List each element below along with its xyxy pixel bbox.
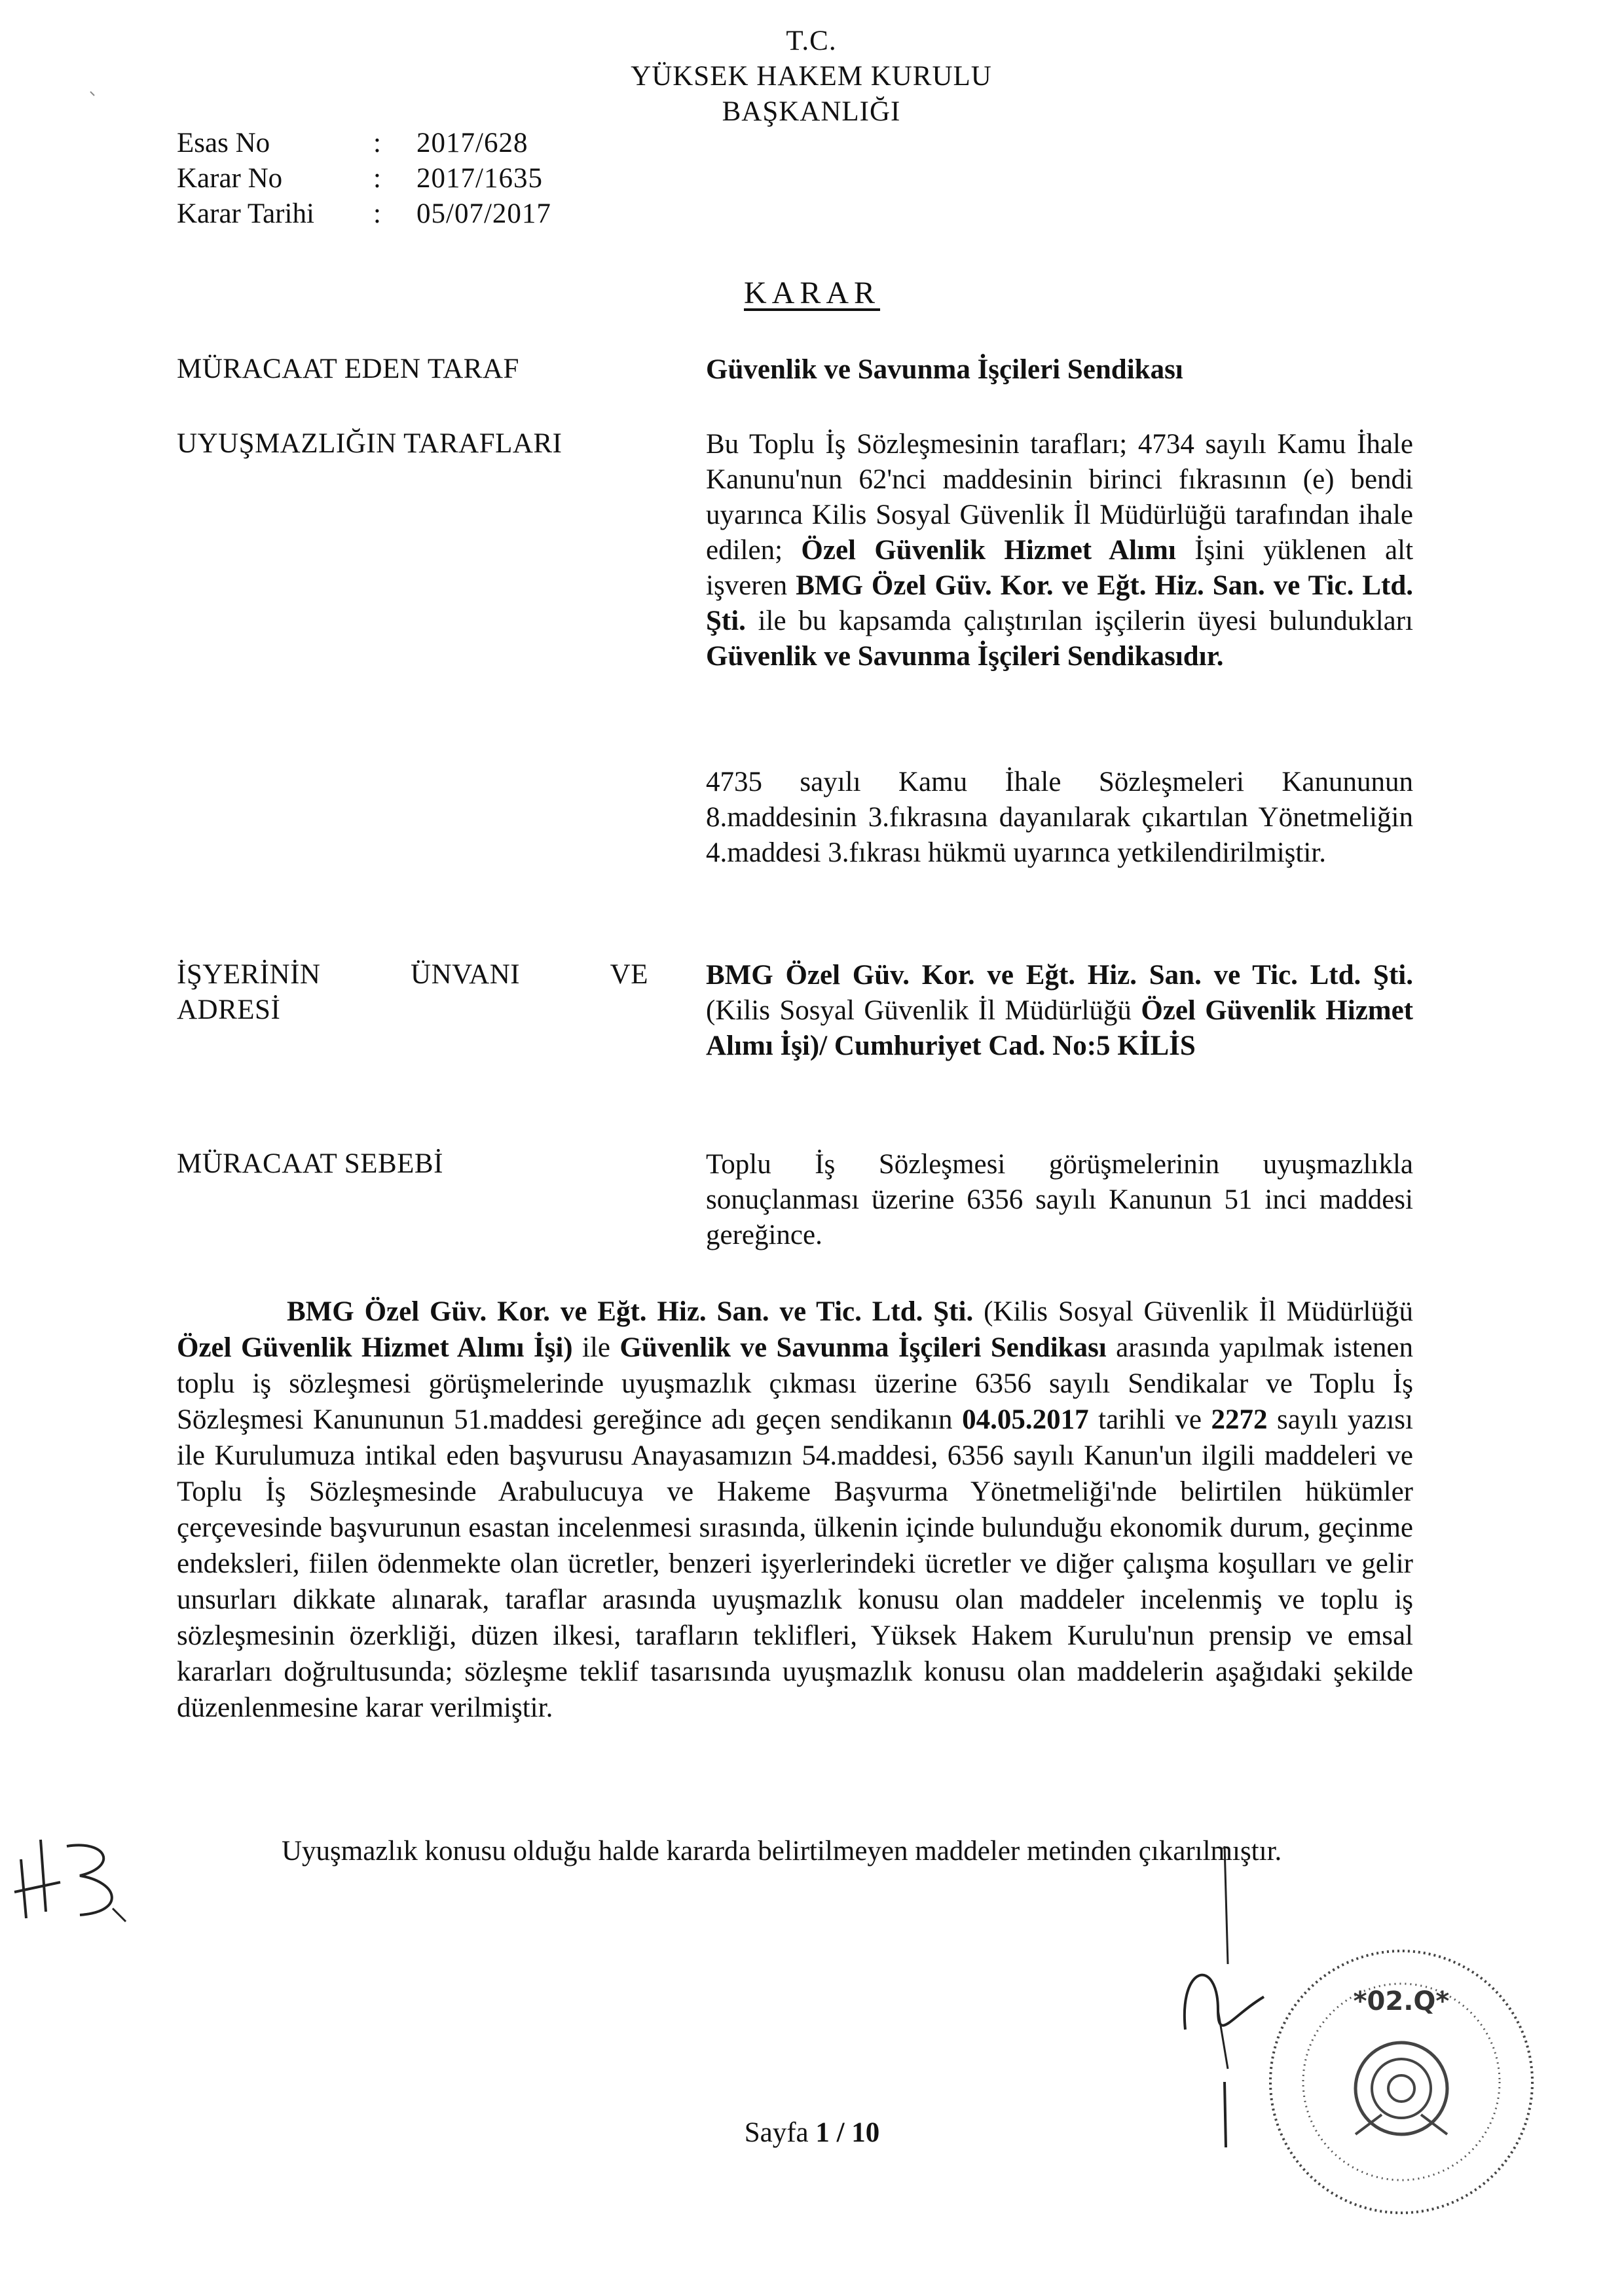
- karar-row: [177, 161, 551, 196]
- page-current: 1: [815, 2117, 830, 2148]
- page-footer: [0, 2117, 1624, 2149]
- case-meta: [177, 126, 551, 232]
- tarih-row: [177, 196, 551, 232]
- parties-label: UYUŞMAZLIĞIN TARAFLARI: [177, 428, 563, 459]
- workplace-label-word-2: ÜNVANI: [411, 959, 521, 990]
- workplace-label-line-2: ADRESİ: [177, 994, 281, 1025]
- karar-value: 2017/1635: [416, 163, 543, 194]
- decision-bold-company: BMG Özel Güv. Kor. ve Eğt. Hiz. San. ve Tic. Ltd. Şti.: [287, 1296, 974, 1327]
- parties-text-a: Bu Toplu İş Sözleşmesinin tarafları; 4734 sayılı Kamu İhale Kanunu'nun 62'nci maddesinin birinci fıkrasının (e) bendi uyarınca Kilis Sosyal Güvenlik İl Müdürlüğü tarafından ihale edilen;: [706, 429, 1413, 566]
- parties-text-c: İşini yüklenen alt işveren: [706, 535, 1414, 601]
- workplace-label: [177, 958, 648, 992]
- decision-text-5: sayılı yazısı ile Kurulumuza intikal eden başvurusu Anayasamızın 54.maddesi, 6356 sayılı Kanun'un ilgili maddeleri ve Toplu İş Sözleşmesinde Arabulucuya ve Hakeme Başvurma Yönetmeliği'nde belirtilen hükümler çerçevesinde başvurunun esastan incelenmesi sırasında, ülkenin içinde bulunduğu ekonomik durum, geçinme endeksleri, fiilen ödenmekte olan ücretler, benzeri işyerlerindeki ücretler ve diğer çalışma koşulları ve gelir unsurları dikkate alınarak, taraflar arasında uyuşmazlık konusu olan maddeler incelenmiş ve toplu iş sözleşmesinin özerkliği, düzen ilkesi, tarafların teklifleri, Yüksek Hakem Kurulu'nun prensip ve emsal kararları doğrultusunda; sözleşme teklif tasarısında uyuşmazlık konusu olan maddelerin aşağıdaki şekilde düzenlenmesine karar verilmiştir.: [177, 1404, 1413, 1723]
- tarih-colon: :: [373, 198, 381, 229]
- header-line-tc: T.C.: [786, 26, 837, 56]
- esas-colon: :: [373, 128, 381, 158]
- page-label: Sayfa: [744, 2117, 809, 2148]
- decision-bold-number: 2272: [1211, 1404, 1268, 1435]
- decision-text-4: tarihli ve: [1098, 1404, 1202, 1435]
- applicant-name: Güvenlik ve Savunma İşçileri Sendikası: [706, 354, 1183, 385]
- removed-articles-paragraph: Uyuşmazlık konusu olduğu halde kararda belirtilmeyen maddeler metinden çıkarılmıştır.: [282, 1836, 1282, 1867]
- esas-label: Esas No: [177, 128, 270, 158]
- applicant-label: MÜRACAAT EDEN TARAF: [177, 354, 519, 384]
- parties-bold-service: Özel Güvenlik Hizmet Alımı: [801, 535, 1176, 566]
- esas-value: 2017/628: [416, 128, 528, 158]
- tarih-label: Karar Tarihi: [177, 198, 314, 229]
- decision-text-3: arasında yapılmak istenen toplu iş sözleşmesi görüşmelerinde uyuşmazlık çıkması üzerine 6356 sayılı Sendikalar ve Toplu İş Sözleşmesi Kanununun 51.maddesi gereğince adı geçen sendikanın: [177, 1332, 1414, 1435]
- institution-header: [0, 24, 1624, 130]
- tarih-value: 05/07/2017: [416, 198, 551, 229]
- page-total: 10: [851, 2117, 880, 2148]
- official-stamp: [1257, 1938, 1545, 2226]
- applicant-value: [706, 352, 1413, 388]
- stamp-top-text: *02.Q*: [1353, 1986, 1450, 2016]
- esas-row: [177, 126, 551, 161]
- karar-label: Karar No: [177, 163, 283, 194]
- parties-bold-union: Güvenlik ve Savunma İşçileri Sendikasıdır.: [706, 641, 1224, 672]
- decision-paragraph: [177, 1294, 1413, 1726]
- decision-bold-service: Özel Güvenlik Hizmet Alımı İşi): [177, 1332, 573, 1363]
- decision-bold-date: 04.05.2017: [962, 1404, 1089, 1435]
- workplace-institution: (Kilis Sosyal Güvenlik İl Müdürlüğü: [706, 995, 1132, 1026]
- workplace-address: Özel Güvenlik Hizmet Alımı İşi)/ Cumhuriyet Cad. No:5 KİLİS: [706, 995, 1413, 1061]
- decision-text-1: (Kilis Sosyal Güvenlik İl Müdürlüğü: [984, 1296, 1413, 1327]
- workplace-label-word-3: VE: [610, 959, 648, 990]
- page-separator: /: [836, 2117, 845, 2148]
- document-title: KARAR: [743, 276, 881, 310]
- handwritten-initials: [8, 1820, 145, 1931]
- workplace-company: BMG Özel Güv. Kor. ve Eğt. Hiz. San. ve Tic. Ltd. Şti.: [706, 960, 1413, 991]
- reason-value: Toplu İş Sözleşmesi görüşmelerinin uyuşmazlıkla sonuçlanması üzerine 6356 sayılı Kanunun 51 inci maddesi gereğince.: [706, 1149, 1413, 1250]
- workplace-value: [706, 958, 1413, 1064]
- parties-text-e: ile bu kapsamda çalıştırılan işçilerin üyesi bulundukları: [758, 606, 1414, 636]
- karar-colon: :: [373, 163, 381, 194]
- header-line-presidency: BAŞKANLIĞI: [722, 96, 901, 127]
- header-line-institution: YÜKSEK HAKEM KURULU: [631, 61, 992, 92]
- decision-bold-union: Güvenlik ve Savunma İşçileri Sendikası: [619, 1332, 1107, 1363]
- workplace-label-word-1: İŞYERİNİN: [177, 959, 321, 990]
- parties-paragraph-1: [706, 427, 1413, 674]
- reason-label: MÜRACAAT SEBEBİ: [177, 1148, 443, 1179]
- decision-text-2: ile: [582, 1332, 610, 1363]
- parties-paragraph-2: 4735 sayılı Kamu İhale Sözleşmeleri Kanununun 8.maddesinin 3.fıkrasına dayanılarak çıkartılan Yönetmeliğin 4.maddesi 3.fıkrası hükmü uyarınca yetkilendirilmiştir.: [706, 767, 1413, 868]
- parties-bold-company: BMG Özel Güv. Kor. ve Eğt. Hiz. San. ve Tic. Ltd. Şti.: [706, 570, 1413, 636]
